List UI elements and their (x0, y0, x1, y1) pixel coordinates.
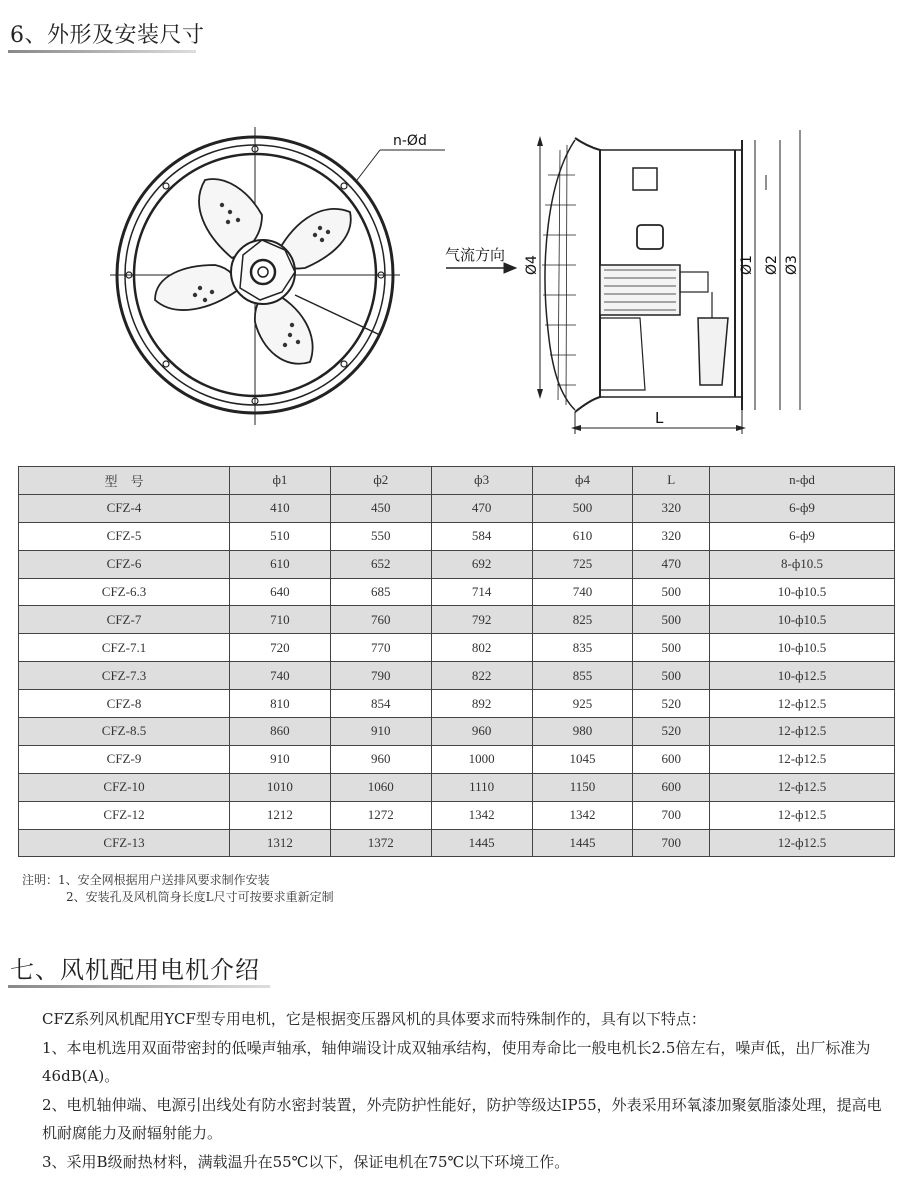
table-cell: 10-ф10.5 (710, 606, 895, 634)
table-header-row (19, 467, 895, 495)
phi1-label: Ø1 (739, 255, 755, 275)
table-row (19, 662, 895, 690)
table-cell: 584 (431, 522, 532, 550)
table-cell: 470 (431, 494, 532, 522)
table-cell: 12-ф12.5 (710, 745, 895, 773)
table-cell: 854 (330, 690, 431, 718)
table-cell: 520 (633, 690, 710, 718)
table-cell: 500 (633, 662, 710, 690)
table-cell: 6-ф9 (710, 494, 895, 522)
header-phi2: ф2 (330, 467, 431, 495)
table-cell: 12-ф12.5 (710, 718, 895, 746)
table-cell: 760 (330, 606, 431, 634)
table-cell: CFZ-8 (19, 690, 230, 718)
fan-side-view (540, 130, 800, 434)
table-cell: 860 (230, 718, 331, 746)
table-cell: 892 (431, 690, 532, 718)
table-cell: 810 (230, 690, 331, 718)
table-cell: CFZ-6.3 (19, 578, 230, 606)
feature-1: 1、本电机选用双面带密封的低噪声轴承，轴伸端设计成双轴承结构，使用寿命比一般电机长2.5倍左右，噪声低，出厂标准为46dB(A)。 (42, 1038, 871, 1085)
airflow-label: 气流方向 (445, 246, 506, 264)
table-cell: 740 (532, 578, 633, 606)
table-cell: 500 (532, 494, 633, 522)
table-cell: 500 (633, 578, 710, 606)
table-row (19, 718, 895, 746)
table-cell: 960 (431, 718, 532, 746)
header-model: 型 号 (19, 467, 230, 495)
table-cell: CFZ-4 (19, 494, 230, 522)
table-row (19, 494, 895, 522)
table-cell: 700 (633, 801, 710, 829)
table-cell: 720 (230, 634, 331, 662)
table-cell: 910 (330, 718, 431, 746)
table-cell: CFZ-7.1 (19, 634, 230, 662)
table-row (19, 578, 895, 606)
table-cell: 600 (633, 745, 710, 773)
table-row (19, 690, 895, 718)
table-cell: CFZ-9 (19, 745, 230, 773)
table-cell: 1272 (330, 801, 431, 829)
table-cell: 685 (330, 578, 431, 606)
table-cell: 10-ф10.5 (710, 578, 895, 606)
note-1: 注明：1、安全网根据用户送排风要求制作安装 (22, 873, 270, 887)
airflow-arrow (446, 263, 516, 273)
table-cell: 714 (431, 578, 532, 606)
hole-label: n-Ød (393, 133, 427, 149)
table-cell: 822 (431, 662, 532, 690)
table-row (19, 745, 895, 773)
feature-3: 3、采用B级耐热材料，满载温升在55℃以下，保证电机在75℃以下环境工作。 (42, 1152, 570, 1171)
motor-description (10, 1005, 895, 1176)
notes (22, 872, 334, 906)
table-cell: CFZ-10 (19, 773, 230, 801)
table-cell: 910 (230, 745, 331, 773)
table-cell: 320 (633, 494, 710, 522)
table-body (19, 494, 895, 857)
table-cell: 855 (532, 662, 633, 690)
table-cell: 1110 (431, 773, 532, 801)
table-cell: CFZ-5 (19, 522, 230, 550)
table-cell: 8-ф10.5 (710, 550, 895, 578)
table-cell: 500 (633, 606, 710, 634)
table-cell: 12-ф12.5 (710, 690, 895, 718)
table-row (19, 550, 895, 578)
note-2: 2、安装孔及风机筒身长度L尺寸可按要求重新定制 (66, 890, 334, 904)
table-cell: 12-ф12.5 (710, 773, 895, 801)
table-cell: 610 (230, 550, 331, 578)
table-cell: 510 (230, 522, 331, 550)
table-cell: 1045 (532, 745, 633, 773)
table-cell: 1342 (532, 801, 633, 829)
table-cell: 700 (633, 829, 710, 857)
table-cell: 520 (633, 718, 710, 746)
table-cell: 500 (633, 634, 710, 662)
phi4-label: Ø4 (524, 255, 540, 275)
table-cell: 740 (230, 662, 331, 690)
table-cell: 1010 (230, 773, 331, 801)
table-cell: 410 (230, 494, 331, 522)
table-cell: 640 (230, 578, 331, 606)
table-cell: CFZ-7.3 (19, 662, 230, 690)
length-label: L (655, 409, 664, 427)
table-cell: 550 (330, 522, 431, 550)
header-phi1: ф1 (230, 467, 331, 495)
table-cell: 652 (330, 550, 431, 578)
section-6-underline (8, 50, 196, 53)
table-cell: 1000 (431, 745, 532, 773)
table-cell: 10-ф10.5 (710, 634, 895, 662)
table-row (19, 801, 895, 829)
table-cell: 792 (431, 606, 532, 634)
table-cell: 802 (431, 634, 532, 662)
section-7-underline (8, 985, 270, 988)
header-holes: n-фd (710, 467, 895, 495)
table-cell: 1312 (230, 829, 331, 857)
table-row (19, 773, 895, 801)
table-cell: 710 (230, 606, 331, 634)
table-cell: 1342 (431, 801, 532, 829)
table-cell: 1445 (431, 829, 532, 857)
header-phi4: ф4 (532, 467, 633, 495)
table-row (19, 829, 895, 857)
table-cell: 1445 (532, 829, 633, 857)
table-cell: 980 (532, 718, 633, 746)
table-cell: CFZ-12 (19, 801, 230, 829)
table-cell: 320 (633, 522, 710, 550)
table-cell: CFZ-13 (19, 829, 230, 857)
table-cell: 1372 (330, 829, 431, 857)
table-cell: 470 (633, 550, 710, 578)
phi3-label: Ø3 (784, 255, 800, 275)
feature-2: 2、电机轴伸端、电源引出线处有防水密封装置，外壳防护性能好，防护等级达IP55，外表采用环氧漆加聚氨脂漆处理，提高电机耐腐能力及耐辐射能力。 (42, 1095, 882, 1142)
table-cell: 835 (532, 634, 633, 662)
table-cell: 725 (532, 550, 633, 578)
table-cell: 12-ф12.5 (710, 829, 895, 857)
table-cell: 6-ф9 (710, 522, 895, 550)
table-cell: 450 (330, 494, 431, 522)
header-l: L (633, 467, 710, 495)
table-cell: 1150 (532, 773, 633, 801)
table-cell: 692 (431, 550, 532, 578)
table-cell: 960 (330, 745, 431, 773)
table-cell: 825 (532, 606, 633, 634)
table-row (19, 634, 895, 662)
table-cell: 600 (633, 773, 710, 801)
table-cell: 1212 (230, 801, 331, 829)
table-cell: 1060 (330, 773, 431, 801)
table-row (19, 606, 895, 634)
table-cell: 12-ф12.5 (710, 801, 895, 829)
fan-dimension-drawing (0, 80, 902, 460)
section-7-title: 七、风机配用电机介绍 (10, 956, 260, 984)
table-cell: CFZ-6 (19, 550, 230, 578)
dimension-table (18, 466, 895, 857)
table-cell: CFZ-7 (19, 606, 230, 634)
table-cell: 770 (330, 634, 431, 662)
fan-front-view (110, 127, 445, 425)
section-6-title: 6、外形及安装尺寸 (10, 23, 205, 48)
table-cell: 925 (532, 690, 633, 718)
table-row (19, 522, 895, 550)
table-cell: 790 (330, 662, 431, 690)
table-cell: 610 (532, 522, 633, 550)
phi2-label: Ø2 (764, 255, 780, 275)
header-phi3: ф3 (431, 467, 532, 495)
table-cell: 10-ф12.5 (710, 662, 895, 690)
table-cell: CFZ-8.5 (19, 718, 230, 746)
intro-paragraph: CFZ系列风机配用YCF型专用电机，它是根据变压器风机的具体要求而特殊制作的，具有以下特点： (42, 1010, 706, 1028)
